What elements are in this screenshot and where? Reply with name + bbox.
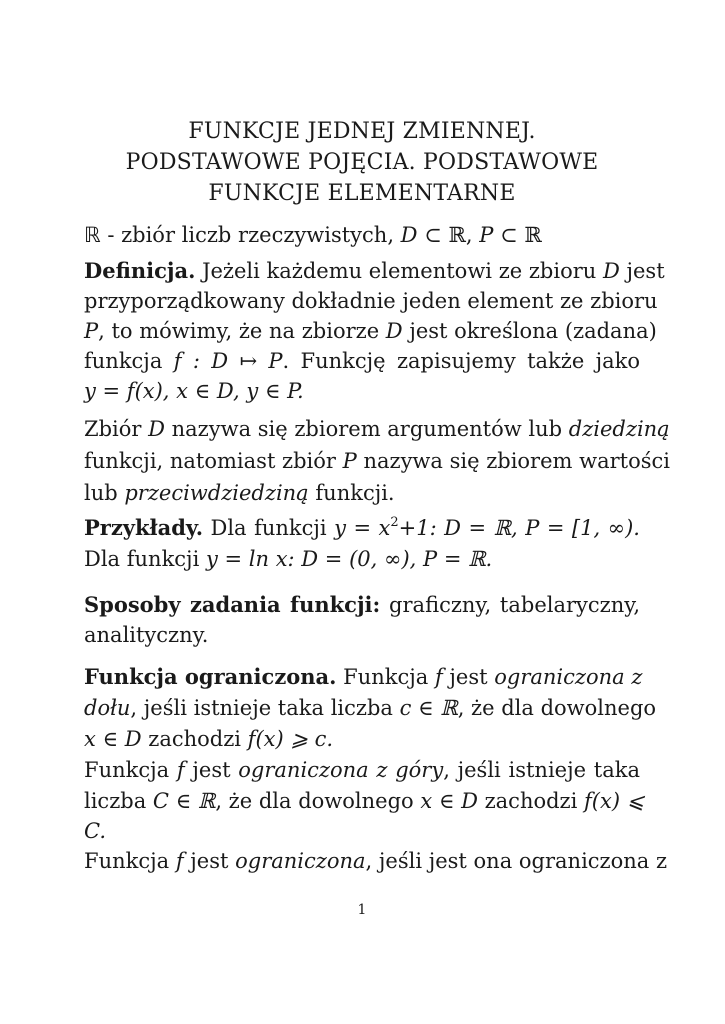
math-D: D xyxy=(400,223,418,247)
para-text: liczba xyxy=(84,789,153,813)
term-bounded-above: ograniczona z góry xyxy=(238,758,444,782)
para-text: , jeśli istnieje taka liczba xyxy=(130,696,400,720)
intro-text: - zbiór liczb rzeczywistych, xyxy=(100,223,401,247)
para-text: graficzny, tabelaryczny, xyxy=(380,593,641,617)
para-text: Dla funkcji xyxy=(203,516,335,540)
math-mapping: f : D ↦ P xyxy=(173,349,283,373)
definition-text: . Funkcję zapisujemy także jako xyxy=(282,349,640,373)
title-line-2: PODSTAWOWE POJĘCIA. PODSTAWOWE xyxy=(125,150,599,175)
para-text: Funkcja xyxy=(84,758,177,782)
math-C-in-R: C ∈ ℝ xyxy=(152,789,216,813)
definition-text: , to mówimy, że na zbiorze xyxy=(98,319,386,343)
term-bounded: ograniczona xyxy=(235,849,366,873)
math-example-1: y = x xyxy=(334,516,391,540)
domain-line-1 xyxy=(84,414,670,444)
bounded-line-4 xyxy=(84,755,640,785)
term-bounded-below: ograniczona z xyxy=(494,665,643,689)
para-text: Zbiór xyxy=(84,417,149,441)
math-c-in-R: c ∈ ℝ xyxy=(399,696,458,720)
math-P: P xyxy=(479,223,494,247)
para-text: nazywa się zbiorem argumentów lub xyxy=(164,417,569,441)
para-text: , jeśli istnieje taka xyxy=(443,758,640,782)
bounded-heading: Funkcja ograniczona. xyxy=(84,664,337,689)
para-text: funkcji, natomiast zbiór xyxy=(84,449,343,473)
para-text: , jeśli jest ona ograniczona z xyxy=(365,849,668,873)
ways-line-1 xyxy=(84,590,640,620)
term-codomain: przeciwdziedziną xyxy=(124,481,309,505)
para-text: zachodzi xyxy=(141,727,248,751)
page-number: 1 xyxy=(357,902,367,918)
bounded-line-7 xyxy=(84,846,668,876)
math-D: D xyxy=(385,319,403,343)
math-inequality: f(x) ⩽ xyxy=(584,789,645,813)
definition-text: jest xyxy=(619,259,665,283)
definition-line-5 xyxy=(84,376,640,406)
definition-heading: Definicja. xyxy=(84,258,196,283)
bounded-line-2 xyxy=(84,693,657,723)
math-function-notation: y = f(x), x ∈ D, y ∈ P. xyxy=(84,379,304,403)
math-inequality: f(x) ⩾ c. xyxy=(247,727,334,751)
bounded-line-5 xyxy=(84,786,645,816)
para-text: lub xyxy=(84,481,125,505)
definition-line-4 xyxy=(84,346,640,376)
intro-line xyxy=(84,220,640,250)
math-f: f xyxy=(176,758,185,782)
intro-subset-2: ⊂ ℝ xyxy=(493,223,542,247)
math-f: f xyxy=(175,849,184,873)
domain-line-2 xyxy=(84,446,670,476)
reals-symbol: ℝ xyxy=(84,223,101,247)
para-text: funkcji. xyxy=(308,481,395,505)
document-title xyxy=(84,116,640,209)
intro-subset-1: ⊂ ℝ, xyxy=(417,223,480,247)
para-text: , że dla dowolnego xyxy=(215,789,421,813)
examples-heading: Przykłady. xyxy=(84,515,204,540)
math-P: P xyxy=(84,319,99,343)
bounded-line-6 xyxy=(84,816,640,846)
definition-text: Jeżeli każdemu elementowi ze zbioru xyxy=(195,259,603,283)
definition-line-1 xyxy=(84,256,665,286)
term-domain: dziedziną xyxy=(568,417,670,441)
ways-heading: Sposoby zadania funkcji: xyxy=(84,592,381,617)
definition-line-3 xyxy=(84,316,657,346)
bounded-line-1 xyxy=(84,662,643,692)
para-text: zachodzi xyxy=(477,789,585,813)
ways-line-2: analityczny. xyxy=(84,623,209,647)
domain-line-3 xyxy=(84,478,640,508)
examples-line-2 xyxy=(84,544,640,574)
math-C: C. xyxy=(84,819,106,843)
para-text: jest xyxy=(442,665,495,689)
title-line-1: FUNKCJE JEDNEJ ZMIENNEJ. xyxy=(188,119,536,144)
definition-text: funkcja xyxy=(84,349,174,373)
math-f: f xyxy=(434,665,443,689)
math-x-in-D: x ∈ D xyxy=(420,789,478,813)
para-text: jest xyxy=(183,849,236,873)
para-text: nazywa się zbiorem wartości xyxy=(356,449,670,473)
term-bounded-below-cont: dołu xyxy=(84,696,131,720)
definition-line-2: przyporządkowany dokładnie jeden element ze zbioru xyxy=(84,289,658,313)
para-text: Funkcja xyxy=(84,849,176,873)
bounded-line-3 xyxy=(84,724,640,754)
title-line-3: FUNKCJE ELEMENTARNE xyxy=(208,181,516,206)
para-text: Dla funkcji xyxy=(84,547,206,571)
math-example-2: y = ln x: D = (0, ∞), P = ℝ. xyxy=(205,547,493,571)
para-text: Funkcja xyxy=(336,665,435,689)
math-example-1-rest: +1: D = ℝ, P = [1, ∞). xyxy=(398,516,640,540)
para-text: jest xyxy=(184,758,239,782)
para-text: , że dla dowolnego xyxy=(457,696,657,720)
math-D: D xyxy=(602,259,620,283)
math-exponent: 2 xyxy=(390,515,399,530)
math-x-in-D: x ∈ D xyxy=(84,727,142,751)
math-P: P xyxy=(342,449,357,473)
examples-line-1 xyxy=(84,513,640,543)
math-D: D xyxy=(148,417,165,441)
definition-text: jest określona (zadana) xyxy=(402,319,657,343)
